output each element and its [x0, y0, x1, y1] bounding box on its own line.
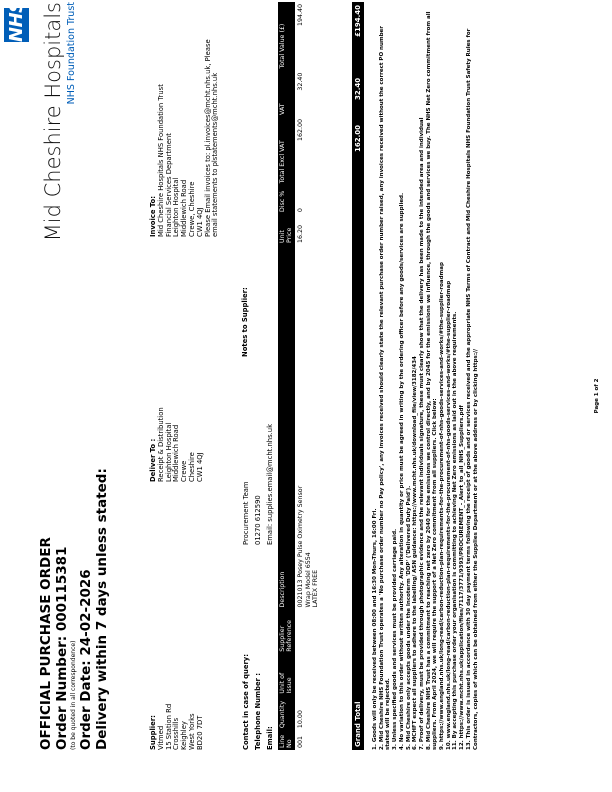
col-vat: VAT — [278, 71, 295, 117]
cell-vat: 32.40 — [297, 72, 304, 91]
cell-supplier-reference — [295, 610, 322, 654]
term-item: 1. Goods will only be received between 08:00 and 16:30 Mon-Thurs, 16:00 Fri. — [372, 508, 378, 750]
cell-discount: 0 — [297, 208, 304, 213]
description-line: LATEX FREE — [312, 569, 319, 608]
invoice-to-address — [150, 7, 220, 237]
invoice-to-line: Mid Cheshire Hospitals NHS Foundation Trust — [156, 84, 165, 237]
invoice-to-line: CW1 4QJ — [195, 207, 204, 237]
deliver-to-label: Deliver To : — [149, 438, 157, 482]
deliver-to-line: CW1 4QJ — [195, 452, 204, 482]
description-line: 0021013 Posey Pulse Oximetry Sensor — [297, 485, 304, 608]
cell-unit-of-issue — [295, 654, 322, 696]
deliver-to-line: Leighton Hospital — [164, 422, 173, 482]
term-item: 2. Mid Cheshire NHS Foundation Trust operates a 'No purchase order number no Pay policy', any invoices received should clearly state the relevant purchase order number raised, any invoices received without the correct PO number stated will be rejected. — [378, 26, 392, 750]
order-lines-table — [278, 2, 322, 750]
grand-total-label: Grand Total — [354, 701, 362, 747]
supplier-line: West Yorks — [187, 713, 196, 750]
col-quantity: Quantity — [278, 696, 295, 730]
col-supplier-reference: Supplier Reference — [278, 610, 295, 654]
term-item: 8. Mid Cheshire NHS Trust has a commitment to reaching net zero by 2040 for the emissions we control directly, and by 2045 for the emissions we influence, through the goods and services we buy. The NHS Net Zero commitment from all suppliers. From April 2024, we will require the support of a Net Zero commitment from all suppliers. Click below: — [425, 11, 439, 750]
term-item: 11. By accepting this purchase order your organisation is committing to achieving Net Zero emissions as laid out in the above requirements. — [452, 311, 459, 750]
nhs-logo-badge: NHS — [6, 0, 27, 42]
supplier-address — [150, 660, 205, 750]
invoice-email-line[interactable]: Please Email invoices to: pl.invoices@mcht.nhs.uk, Please — [203, 39, 212, 237]
contact-phone-value: 01270 612590 — [254, 495, 262, 545]
term-item: 13. This order is issued in accordance with 30 day payment terms following the receipt of goods and or services received and the appropriate NHS Terms of Contract and Mid Cheshire Hospitals NHS Foundation Trust Safety Rules for Contractors, copies of which can be obtained from either the Supplies Department or at the above address or by clicking https:// — [465, 28, 479, 750]
cell-total-excl-vat: 162.00 — [297, 118, 304, 141]
order-header — [38, 190, 110, 750]
col-unit-of-issue: Unit of Issue — [278, 654, 295, 696]
col-description: Description — [278, 245, 295, 609]
deliver-to-line: Cheshire — [187, 452, 196, 482]
delivery-note: Delivery within 7 days unless stated: — [94, 468, 110, 750]
term-item: 4. No variation to this order without written authority. Any alteration in quantity or price must be agreed in writing by the ordering officer before any goods/services are supplied. — [398, 192, 405, 750]
invoice-email-line[interactable]: email statements to plstatements@mcht.nhs.uk — [211, 72, 220, 237]
cell-unit-price: 16.20 — [297, 225, 304, 244]
contact-phone-label: Telephone Number : — [254, 673, 262, 750]
contact-email-value[interactable]: Email: supplies.email@mcht.nhs.uk — [266, 423, 274, 545]
description-line: Wrap Model 6554 — [304, 552, 312, 608]
supplier-line: Keighley — [180, 721, 189, 750]
contact-query-value: Procurement Team — [242, 481, 250, 545]
term-item: 3. Unless specified goods and services must be provided carriage paid. — [392, 528, 399, 750]
document-title: OFFICIAL PURCHASE ORDER — [38, 537, 54, 750]
col-total-value: Total Value (£) — [278, 2, 295, 71]
terms-and-conditions — [372, 10, 479, 750]
grand-total-excl-vat: 162.00 — [354, 124, 362, 152]
invoice-to-line: Financial Services Department — [164, 133, 173, 237]
term-item: 5. Mid Cheshire only accepts goods under the Incoterm 'DDP' ('Delivered Duty Paid'). — [405, 485, 412, 750]
supplier-label: Supplier: — [149, 715, 157, 750]
invoice-to-line: Middlewich Road — [180, 179, 189, 237]
term-item: 7. Proof of delivery, must be provided through photographic evidence and the relevant individuals signature, these must clearly show that the delivery has been made to the intended area and individual — [418, 117, 425, 750]
cell-description — [295, 245, 322, 609]
trust-logo — [0, 0, 110, 242]
supplier-line: 15 Station Rd — [164, 703, 173, 750]
table-row — [295, 2, 322, 750]
supplier-line: BD20 7DT — [195, 715, 204, 750]
contact-query-label: Contact in case of query: — [242, 654, 250, 750]
col-unit-price: Unit Price — [278, 214, 295, 245]
trust-subtitle: NHS Foundation Trust — [66, 2, 77, 105]
supplier-line: Crosshills — [172, 717, 181, 750]
contact-email-label: Email: — [266, 726, 274, 750]
deliver-to-line: Middlewich Road — [172, 424, 181, 482]
col-discount: Disc % — [278, 185, 295, 214]
invoice-to-line: Leighton Hospital — [172, 177, 181, 237]
grand-total-vat: 32.40 — [354, 77, 362, 100]
invoice-to-line: Crewe, Cheshire — [187, 181, 196, 237]
table-header-row — [278, 2, 295, 750]
grand-total-value: £194.40 — [354, 5, 362, 37]
grand-total-bar — [352, 2, 364, 750]
order-number: Order Number: 000115381 — [54, 546, 70, 750]
term-item[interactable]: 10. www.england.nhs.uk/long-read/carbon-reduction-plan-requirements-for-the-procurement-of-nhs-goods-services-and-works/#the-supplier-roadmap — [445, 280, 452, 750]
deliver-to-line: Crewe — [180, 460, 189, 482]
deliver-to-line: Receipt & Distribution — [156, 407, 165, 482]
term-item[interactable]: 12. https://www.mcht.nhs.uk/application/files/7117/3771/9393/PROCUREMENT_-_Alert_to_all_NHS_Suppliers.pdf — [459, 405, 466, 750]
deliver-to-address — [150, 332, 205, 482]
supplier-line: Vitmed — [156, 725, 165, 750]
cell-total-value: 194.40 — [297, 4, 304, 27]
col-line-no: Line No — [278, 730, 295, 750]
quote-note: (to be quoted in all correspondence) — [70, 640, 77, 750]
col-total-excl-vat: Total Excl VAT — [278, 117, 295, 185]
cell-line-no: 001 — [297, 735, 304, 748]
term-item[interactable]: 9. https://www.england.nhs.uk/long-read/carbon-reduction-plan-requirements-for-the-procurement-of-nhs-goods-services-and-works/#the-supplier-roadmap — [439, 262, 446, 750]
order-date: Order Date: 24-02-2026 — [78, 569, 94, 750]
trust-name: Mid Cheshire Hospitals — [41, 2, 65, 242]
term-item[interactable]: 6. MCHFT expect all suppliers to adhere to the labelling/ ASN guidance: https://www.mcht.nhs.uk/download_file/view/3182/434 — [412, 356, 419, 750]
page-number: Page 1 of 2 — [594, 378, 600, 414]
cell-quantity: 10.00 — [297, 710, 304, 729]
notes-to-supplier-label: Notes to Supplier: — [241, 287, 249, 357]
invoice-to-label: Invoice To: — [149, 196, 157, 237]
